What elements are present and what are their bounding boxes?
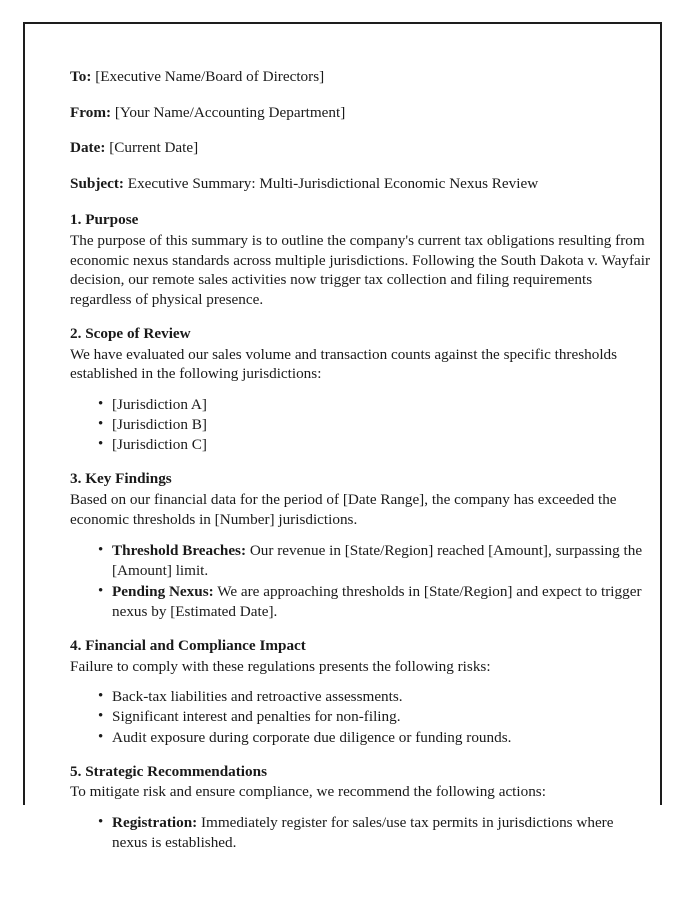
memo-line-value: [Your Name/Accounting Department] xyxy=(114,103,346,121)
memo-line-label: From: xyxy=(70,103,112,121)
document-page-frame xyxy=(23,22,662,852)
section-heading: 3. Key Findings xyxy=(70,470,172,488)
bullet-item xyxy=(112,728,652,748)
bullet-item xyxy=(112,541,652,581)
bullet-item xyxy=(112,687,652,707)
section-paragraph: To mitigate risk and ensure compliance, we recommend the following actions: xyxy=(70,783,546,801)
bullet-item xyxy=(112,813,652,853)
bullet-text: Our revenue in [State/Region] reached [Amount], surpassing the [Amount] limit. xyxy=(112,541,643,579)
bullet-text: [Jurisdiction B] xyxy=(112,416,207,434)
document-body xyxy=(70,68,652,854)
memo-line-value: [Current Date] xyxy=(109,139,199,157)
memo-line xyxy=(70,104,652,123)
bullet-item xyxy=(112,435,652,455)
memo-line-value: Executive Summary: Multi-Jurisdictional Economic Nexus Review xyxy=(127,174,539,192)
section-heading: 2. Scope of Review xyxy=(70,324,191,342)
memo-line xyxy=(70,139,652,158)
memo-line xyxy=(70,175,652,194)
section-paragraph: The purpose of this summary is to outline the company's current tax obligations resulting from economic nexus standards across multiple jurisdictions. Following the South Dakota v. Wayfair decision, our remote sales activities now trigger tax collection and filing requirements regardless of physical presence. xyxy=(70,231,651,309)
memo-line xyxy=(70,68,652,87)
bullet-text: We are approaching thresholds in [State/Region] and expect to trigger nexus by [Estimated Date]. xyxy=(112,582,642,620)
memo-line-label: Date: xyxy=(70,139,106,157)
document-section xyxy=(70,762,652,854)
memo-line-label: Subject: xyxy=(70,174,124,192)
section-bullet-list xyxy=(70,687,652,747)
section-paragraph: Failure to comply with these regulations presents the following risks: xyxy=(70,657,491,675)
bullet-text: [Jurisdiction C] xyxy=(112,436,207,454)
section-heading: 4. Financial and Compliance Impact xyxy=(70,636,306,654)
document-section xyxy=(70,324,652,455)
section-heading: 1. Purpose xyxy=(70,211,139,229)
memo-line-value: [Executive Name/Board of Directors] xyxy=(95,68,325,85)
bullet-text: Audit exposure during corporate due diligence or funding rounds. xyxy=(112,728,512,746)
section-paragraph: Based on our financial data for the period of [Date Range], the company has exceeded the economic thresholds in [Number] jurisdictions. xyxy=(70,491,617,528)
bullet-text: Significant interest and penalties for non-filing. xyxy=(112,708,401,726)
document-sections xyxy=(70,210,652,853)
document-section xyxy=(70,210,652,310)
document-section xyxy=(70,636,652,748)
bullet-lead-in: Registration: xyxy=(112,814,198,832)
section-bullet-list xyxy=(70,395,652,455)
bullet-text: [Jurisdiction A] xyxy=(112,396,207,414)
bullet-item xyxy=(112,582,652,622)
bullet-text: Immediately register for sales/use tax permits in jurisdictions where nexus is established. xyxy=(112,814,614,852)
memo-line-label: To: xyxy=(70,68,92,85)
bullet-item xyxy=(112,415,652,435)
document-section xyxy=(70,469,652,622)
bullet-text: Back-tax liabilities and retroactive assessments. xyxy=(112,688,403,706)
section-heading: 5. Strategic Recommendations xyxy=(70,762,267,780)
bullet-lead-in: Threshold Breaches: xyxy=(112,541,247,559)
bullet-item xyxy=(112,395,652,415)
section-bullet-list xyxy=(70,541,652,622)
bullet-lead-in: Pending Nexus: xyxy=(112,582,214,600)
memo-header xyxy=(70,68,652,193)
section-bullet-list xyxy=(70,813,652,853)
section-paragraph: We have evaluated our sales volume and transaction counts against the specific thresholds established in the following jurisdictions: xyxy=(70,345,618,383)
bullet-item xyxy=(112,707,652,727)
